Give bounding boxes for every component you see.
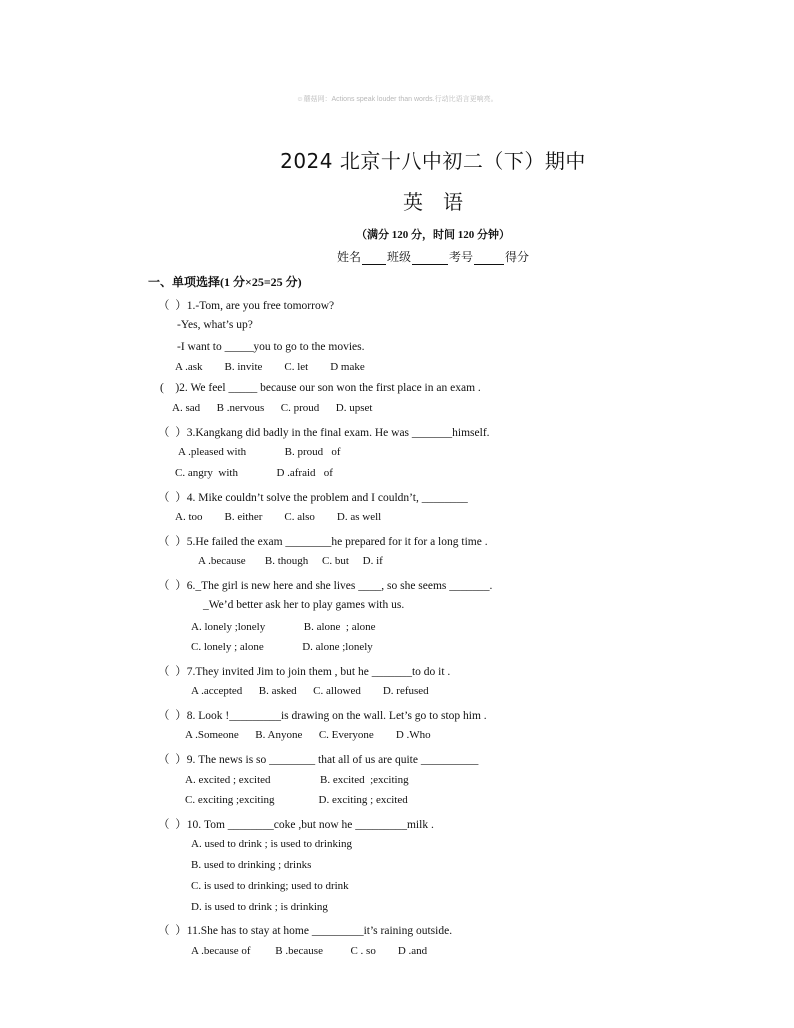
exam-title: 2024 北京十八中初二（下）期中 [280,149,586,173]
option-line: D. is used to drink ; is drinking [191,901,328,913]
option-line: A .ask B. invite C. let D make [175,361,365,373]
option-line: A .accepted B. asked C. allowed D. refused [191,685,429,697]
exam-no-label: 考号 [449,250,474,264]
question-line: _We’d better ask her to play games with us. [203,599,405,611]
option-line: C. exciting ;exciting D. exciting ; excited [185,794,408,806]
header-note: ☺蘑菇网：Actions speak louder than words.行动比语言更响亮。 [296,96,498,103]
option-line: A. too B. either C. also D. as well [175,511,382,523]
question-line: -Yes, what’s up? [177,319,253,331]
question-line: （ ）3.Kangkang did badly in the final exam. He was _______himself. [158,427,490,439]
question-line: （ ）5.He failed the exam ________he prepared for it for a long time . [158,536,488,548]
score-label: 得分 [505,250,530,264]
subject-title: 英 语 [403,190,463,214]
option-line: A .Someone B. Anyone C. Everyone D .Who [185,729,431,741]
option-line: B. used to drinking ; drinks [191,859,312,871]
option-line: A. sad B .nervous C. proud D. upset [172,402,373,414]
name-label: 姓名 [337,250,362,264]
option-line: A .pleased with B. proud of [178,446,341,458]
question-line: （ ）11.She has to stay at home _________it’s raining outside. [158,925,453,937]
time-limit: （满分 120 分，时间 120 分钟） [356,229,510,241]
question-line: （ ）6._The girl is new here and she lives ____, so she seems _______. [158,580,493,592]
question-line: ( )2. We feel _____ because our son won the first place in an exam . [160,382,481,394]
class-blank [412,252,448,265]
option-line: A .because B. though C. but D. if [198,555,383,567]
option-line: A. lonely ;lonely B. alone ; alone [191,621,376,633]
question-line: （ ）7.They invited Jim to join them , but he _______to do it . [158,666,451,678]
name-blank [362,252,386,265]
option-line: A. excited ; excited B. excited ;exciting [185,774,409,786]
question-line: -I want to _____you to go to the movies. [177,341,365,353]
question-line: （ ）8. Look !_________is drawing on the wall. Let’s go to stop him . [158,710,487,722]
question-line: （ ）10. Tom ________coke ,but now he _________milk . [158,819,434,831]
option-line: C. angry with D .afraid of [175,467,333,479]
question-line: （ ）4. Mike couldn’t solve the problem and I couldn’t, ________ [158,492,468,504]
exam-no-blank [474,252,504,265]
option-line: A. used to drink ; is used to drinking [191,838,353,850]
question-line: （ ）9. The news is so ________ that all of us are quite __________ [158,754,479,766]
class-label: 班级 [387,250,412,264]
section-title: 一、单项选择(1 分×25=25 分) [148,275,302,289]
option-line: C. lonely ; alone D. alone ;lonely [191,641,373,653]
student-info-line [337,248,529,265]
option-line: C. is used to drinking; used to drink [191,880,349,892]
question-line: （ ）1.-Tom, are you free tomorrow? [158,300,335,312]
option-line: A .because of B .because C . so D .and [191,945,428,957]
